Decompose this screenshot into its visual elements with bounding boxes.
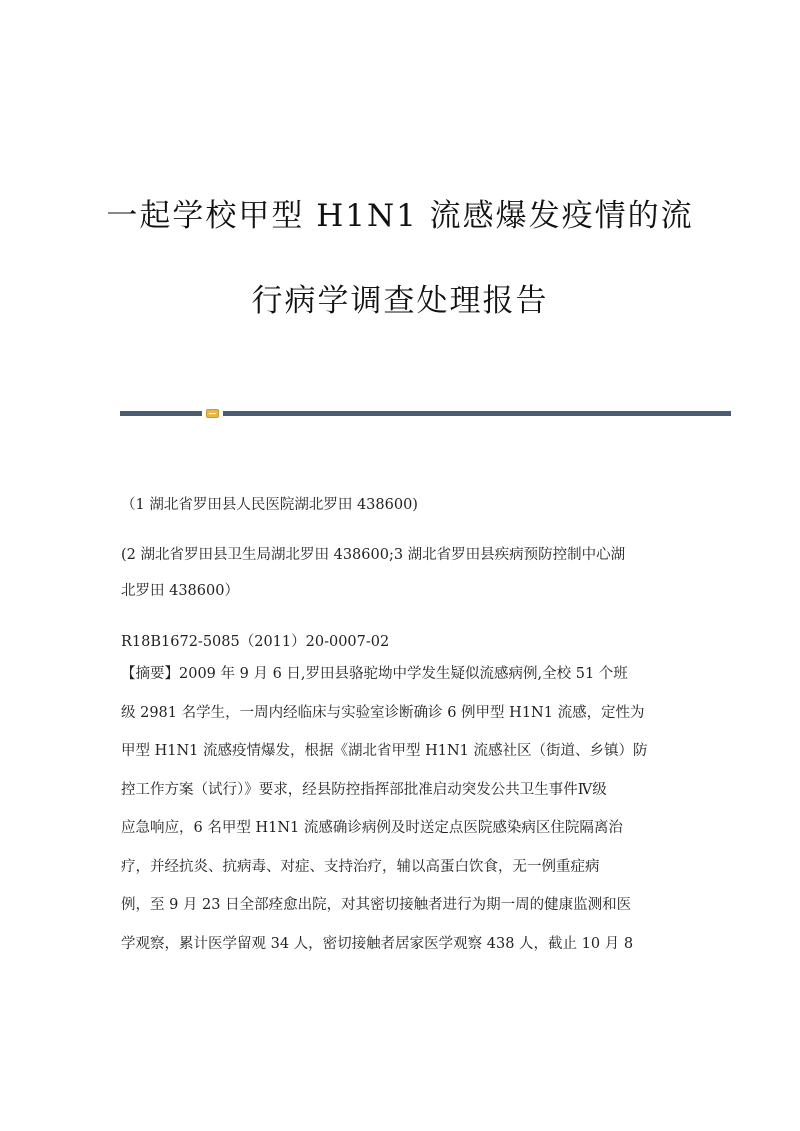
document-icon <box>206 409 219 418</box>
abstract-line: 甲型 H1N1 流感疫情爆发，根据《湖北省甲型 H1N1 流感社区（街道、乡镇）防 <box>121 743 648 759</box>
abstract-line: 级 2981 名学生，一周内经临床与实验室诊断确诊 6 例甲型 H1N1 流感，定性为 <box>121 704 645 721</box>
abstract-line: 例，至 9 月 23 日全部痊愈出院，对其密切接触者进行为期一周的健康监测和医 <box>121 897 632 913</box>
title-divider <box>120 409 731 417</box>
affiliation-2-line: 北罗田 438600） <box>121 583 239 599</box>
abstract-line: 【摘要】2009 年 9 月 6 日,罗田县骆驼坳中学发生疑似流感病例,全校 51 个班 <box>121 666 628 682</box>
affiliation-1: （1 湖北省罗田县人民医院湖北罗田 438600) <box>121 497 418 513</box>
affiliation-2 <box>121 537 681 609</box>
abstract <box>121 655 681 963</box>
divider-bar-left <box>120 411 202 416</box>
divider-bar-right <box>223 411 731 416</box>
document-title-line-1: 一起学校甲型 H1N1 流感爆发疫情的流 <box>106 198 694 234</box>
document-title-line-2: 行病学调查处理报告 <box>251 283 549 319</box>
abstract-line: 学观察，累计医学留观 34 人，密切接触者居家医学观察 438 人，截止 10 月 8 <box>121 935 634 952</box>
classification-code: R18B1672-5085（2011）20-0007-02 <box>121 634 390 650</box>
abstract-line: 应急响应，6 名甲型 H1N1 流感确诊病例及时送定点医院感染病区住院隔离治 <box>121 820 623 836</box>
abstract-line: 疗，并经抗炎、抗病毒、对症、支持治疗，辅以高蛋白饮食，无一例重症病 <box>121 858 600 875</box>
abstract-line: 控工作方案（试行）》要求，经县防控指挥部批准启动突发公共卫生事件Ⅳ级 <box>121 781 607 798</box>
affiliation-2-line: (2 湖北省罗田县卫生局湖北罗田 438600;3 湖北省罗田县疾病预防控制中心湖 <box>121 547 626 563</box>
